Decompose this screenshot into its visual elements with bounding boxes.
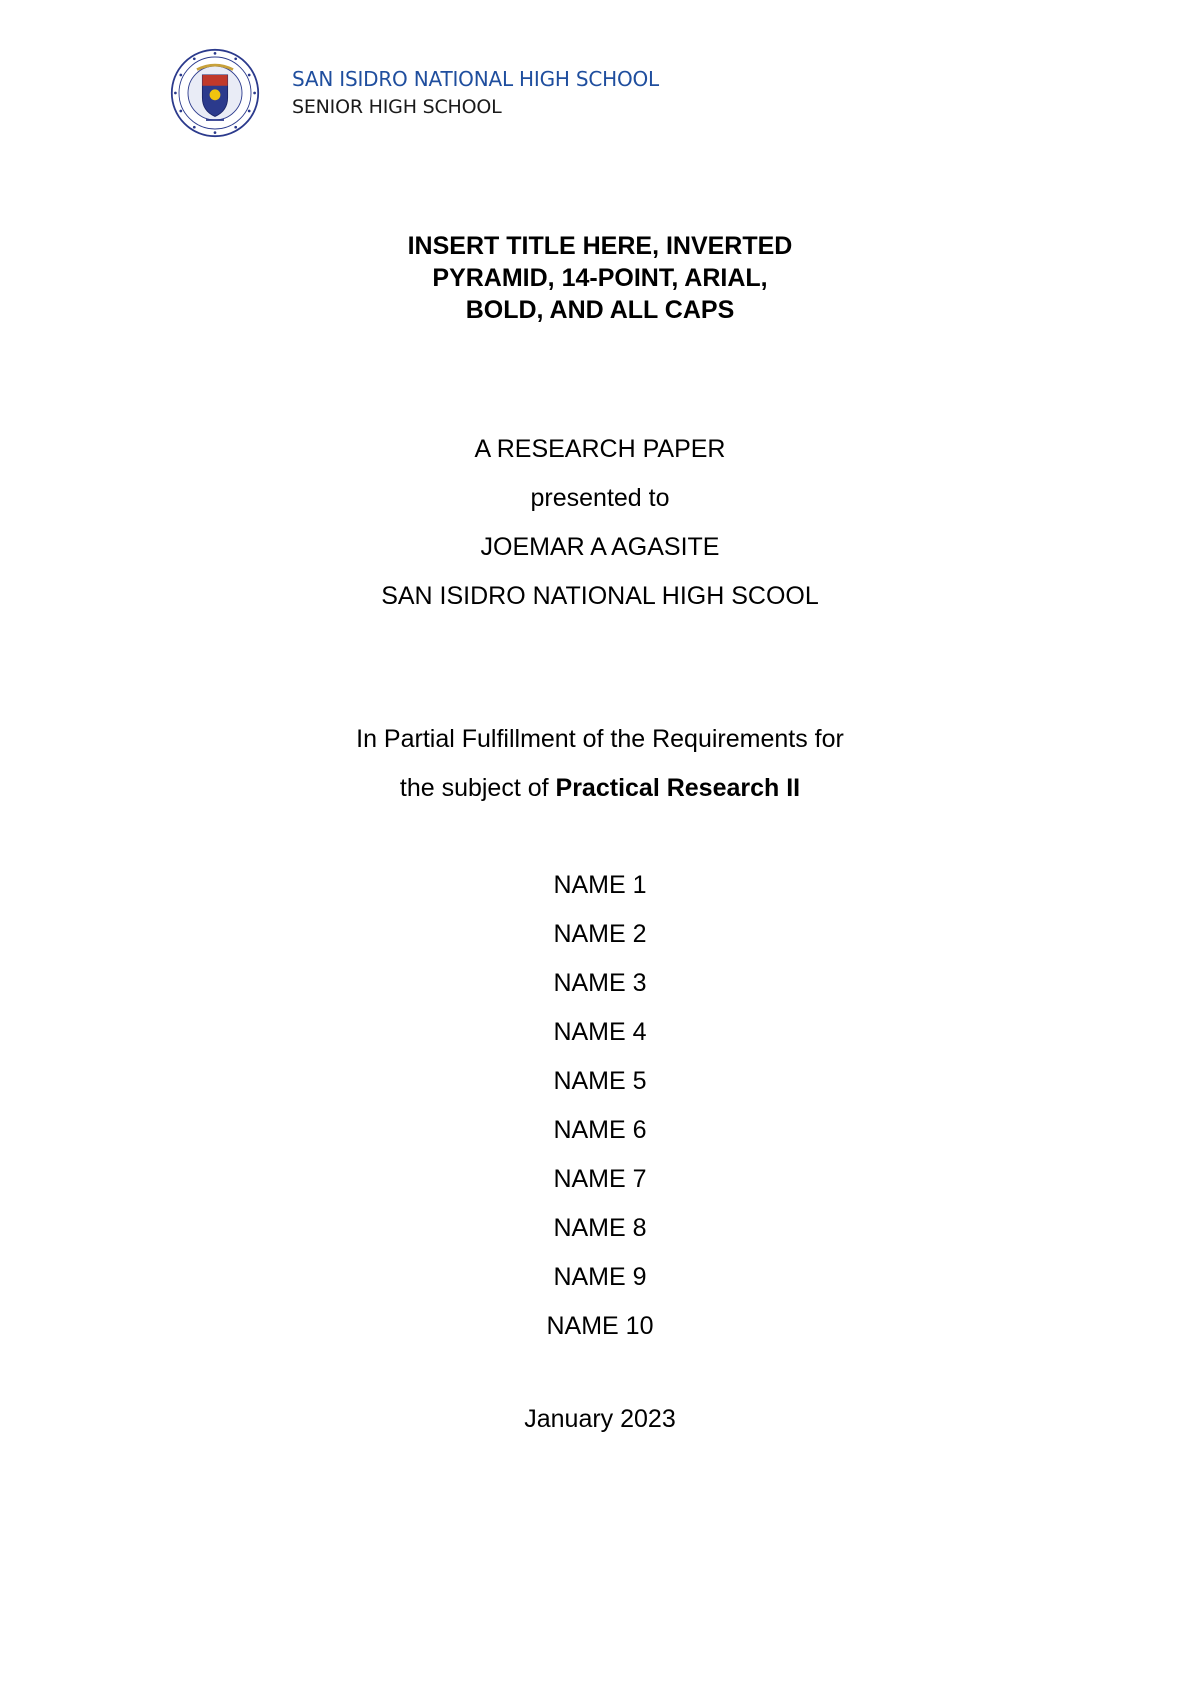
title-line: BOLD, AND ALL CAPS xyxy=(465,296,735,324)
school-identity xyxy=(292,65,659,121)
deped-seal-icon xyxy=(170,48,260,138)
institution-name: SAN ISIDRO NATIONAL HIGH SCOOL xyxy=(381,582,819,610)
author-name: NAME 4 xyxy=(553,1018,647,1046)
author-name: NAME 3 xyxy=(553,969,647,997)
fulfillment-line: In Partial Fulfillment of the Requirements for xyxy=(356,725,844,753)
author-name: NAME 2 xyxy=(553,920,647,948)
subject-line xyxy=(0,764,1200,813)
title-line: INSERT TITLE HERE, INVERTED xyxy=(407,232,793,260)
author-name: NAME 6 xyxy=(553,1116,647,1144)
subject-name: Practical Research II xyxy=(555,774,801,802)
author-name: NAME 8 xyxy=(553,1214,647,1242)
author-name: NAME 1 xyxy=(553,871,647,899)
letterhead xyxy=(170,48,659,138)
fulfillment-block xyxy=(0,715,1200,813)
presented-to-label: presented to xyxy=(530,484,670,512)
school-name: SAN ISIDRO NATIONAL HIGH SCHOOL xyxy=(292,67,660,91)
subject-prefix: the subject of xyxy=(399,774,556,802)
title-line: PYRAMID, 14-POINT, ARIAL, xyxy=(432,264,768,292)
author-list xyxy=(0,861,1200,1351)
author-name: NAME 10 xyxy=(546,1312,654,1340)
author-name: NAME 7 xyxy=(553,1165,647,1193)
adviser-name: JOEMAR A AGASITE xyxy=(480,533,720,561)
submission-date: January 2023 xyxy=(524,1405,676,1433)
paper-title xyxy=(0,230,1200,326)
paper-type: A RESEARCH PAPER xyxy=(474,435,726,463)
school-subtitle: SENIOR HIGH SCHOOL xyxy=(292,96,502,118)
author-name: NAME 5 xyxy=(553,1067,647,1095)
presentation-block xyxy=(0,425,1200,621)
author-name: NAME 9 xyxy=(553,1263,647,1291)
